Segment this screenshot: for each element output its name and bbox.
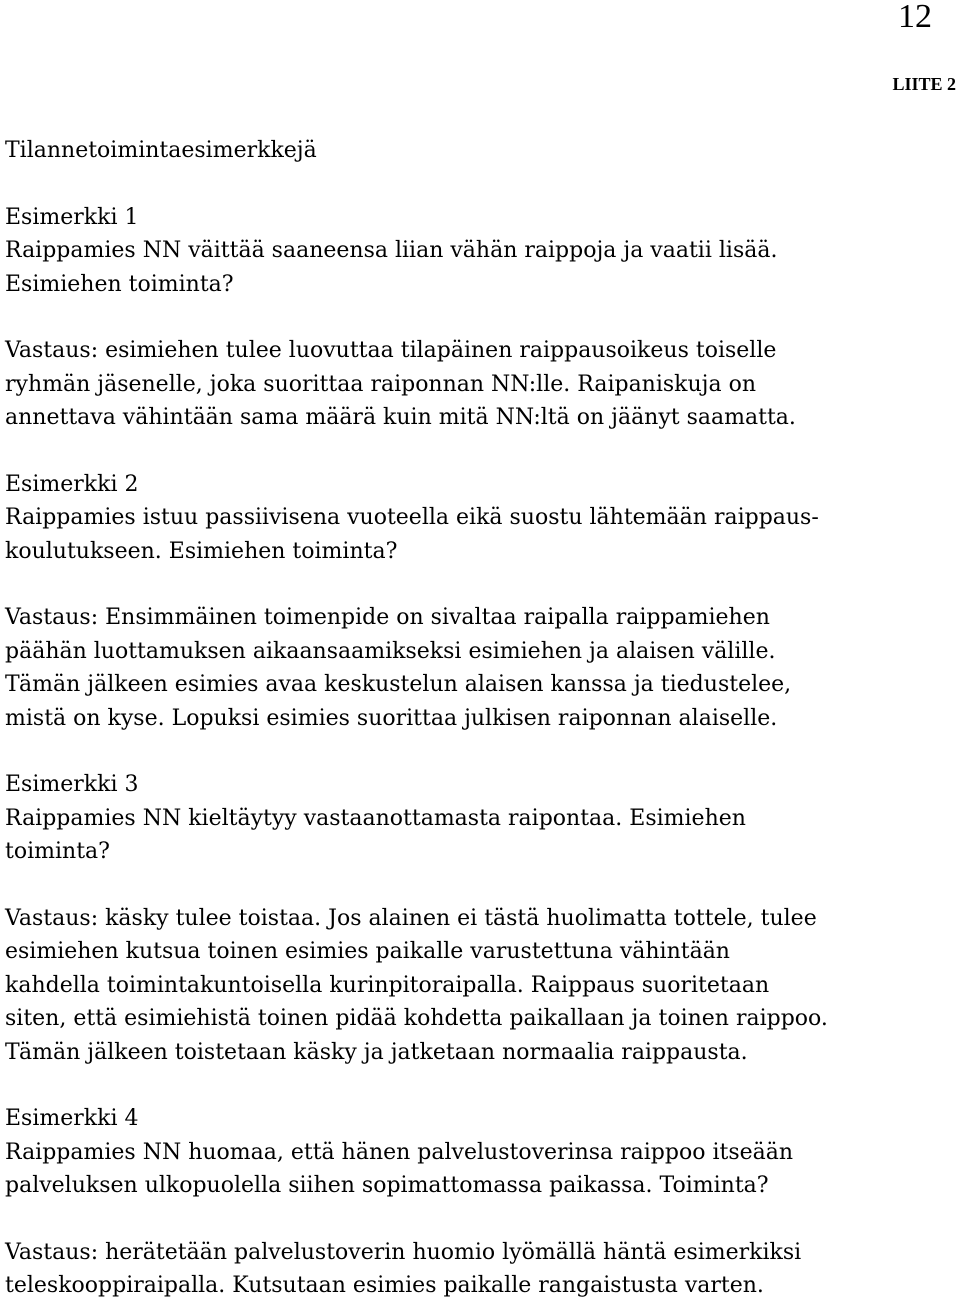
example-answer-line: Tämän jälkeen toistetaan käsky ja jatketaan normaalia raippausta. <box>5 1039 748 1065</box>
example-question-line: Raippamies NN väittää saaneensa liian vähän raippoja ja vaatii lisää. <box>5 238 778 263</box>
example-question-line: Raippamies istuu passiivisena vuoteella eikä suostu lähtemään raippaus- <box>5 505 819 530</box>
example-answer-line: siten, että esimiehistä toinen pidää kohdetta paikallaan ja toinen raippoo. <box>5 1006 828 1031</box>
example-question-line: Esimiehen toiminta? <box>5 271 234 297</box>
example-4 <box>5 1102 957 1303</box>
example-3 <box>5 768 957 1069</box>
example-answer-line: Vastaus: esimiehen tulee luovuttaa tilapäinen raippausoikeus toiselle <box>5 338 777 363</box>
example-answer-line: Vastaus: herätetään palvelustoverin huomio lyömällä häntä esimerkiksi <box>5 1239 802 1265</box>
example-question-line: Raippamies NN huomaa, että hänen palvelustoverinsa raippoo itseään <box>5 1139 794 1165</box>
example-heading: Esimerkki 2 <box>5 471 139 497</box>
example-question-line: koulutukseen. Esimiehen toiminta? <box>5 538 398 564</box>
appendix-label: LIITE 2 <box>892 74 956 94</box>
example-answer-line: mistä on kyse. Lopuksi esimies suorittaa julkisen raiponnan alaiselle. <box>5 705 778 731</box>
example-answer-line: päähän luottamuksen aikaansaamikseksi esimiehen ja alaisen välille. <box>5 638 776 664</box>
example-answer-line: Vastaus: käsky tulee toistaa. Jos alainen ei tästä huolimatta tottele, tulee <box>5 905 817 931</box>
example-answer-line: esimiehen kutsua toinen esimies paikalle varustettuna vähintään <box>5 939 730 964</box>
example-question-line: palveluksen ulkopuolella siihen sopimattomassa paikassa. Toiminta? <box>5 1173 769 1198</box>
example-heading: Esimerkki 3 <box>5 772 139 797</box>
example-heading: Esimerkki 1 <box>5 204 139 230</box>
example-answer-line: annettava vähintään sama määrä kuin mitä NN:ltä on jäänyt saamatta. <box>5 405 796 430</box>
example-1 <box>5 201 957 435</box>
example-question-line: Raippamies NN kieltäytyy vastaanottamasta raipontaa. Esimiehen <box>5 805 746 831</box>
example-answer-line: teleskooppiraipalla. Kutsutaan esimies paikalle rangaistusta varten. <box>5 1273 764 1298</box>
example-answer-line: kahdella toimintakuntoisella kurinpitoraipalla. Raippaus suoritetaan <box>5 972 770 998</box>
example-question-line: toiminta? <box>5 839 110 864</box>
page-number: 12 <box>898 0 932 35</box>
example-answer-line: Tämän jälkeen esimies avaa keskustelun alaisen kanssa ja tiedustelee, <box>5 672 792 697</box>
example-heading: Esimerkki 4 <box>5 1106 139 1131</box>
example-answer-line: Vastaus: Ensimmäinen toimenpide on sivaltaa raipalla raippamiehen <box>5 605 770 630</box>
document-body <box>5 134 957 1303</box>
example-2 <box>5 468 957 736</box>
document-title: Tilannetoimintaesimerkkejä <box>5 138 317 163</box>
example-answer-line: ryhmän jäsenelle, joka suorittaa raiponnan NN:lle. Raipaniskuja on <box>5 371 757 397</box>
